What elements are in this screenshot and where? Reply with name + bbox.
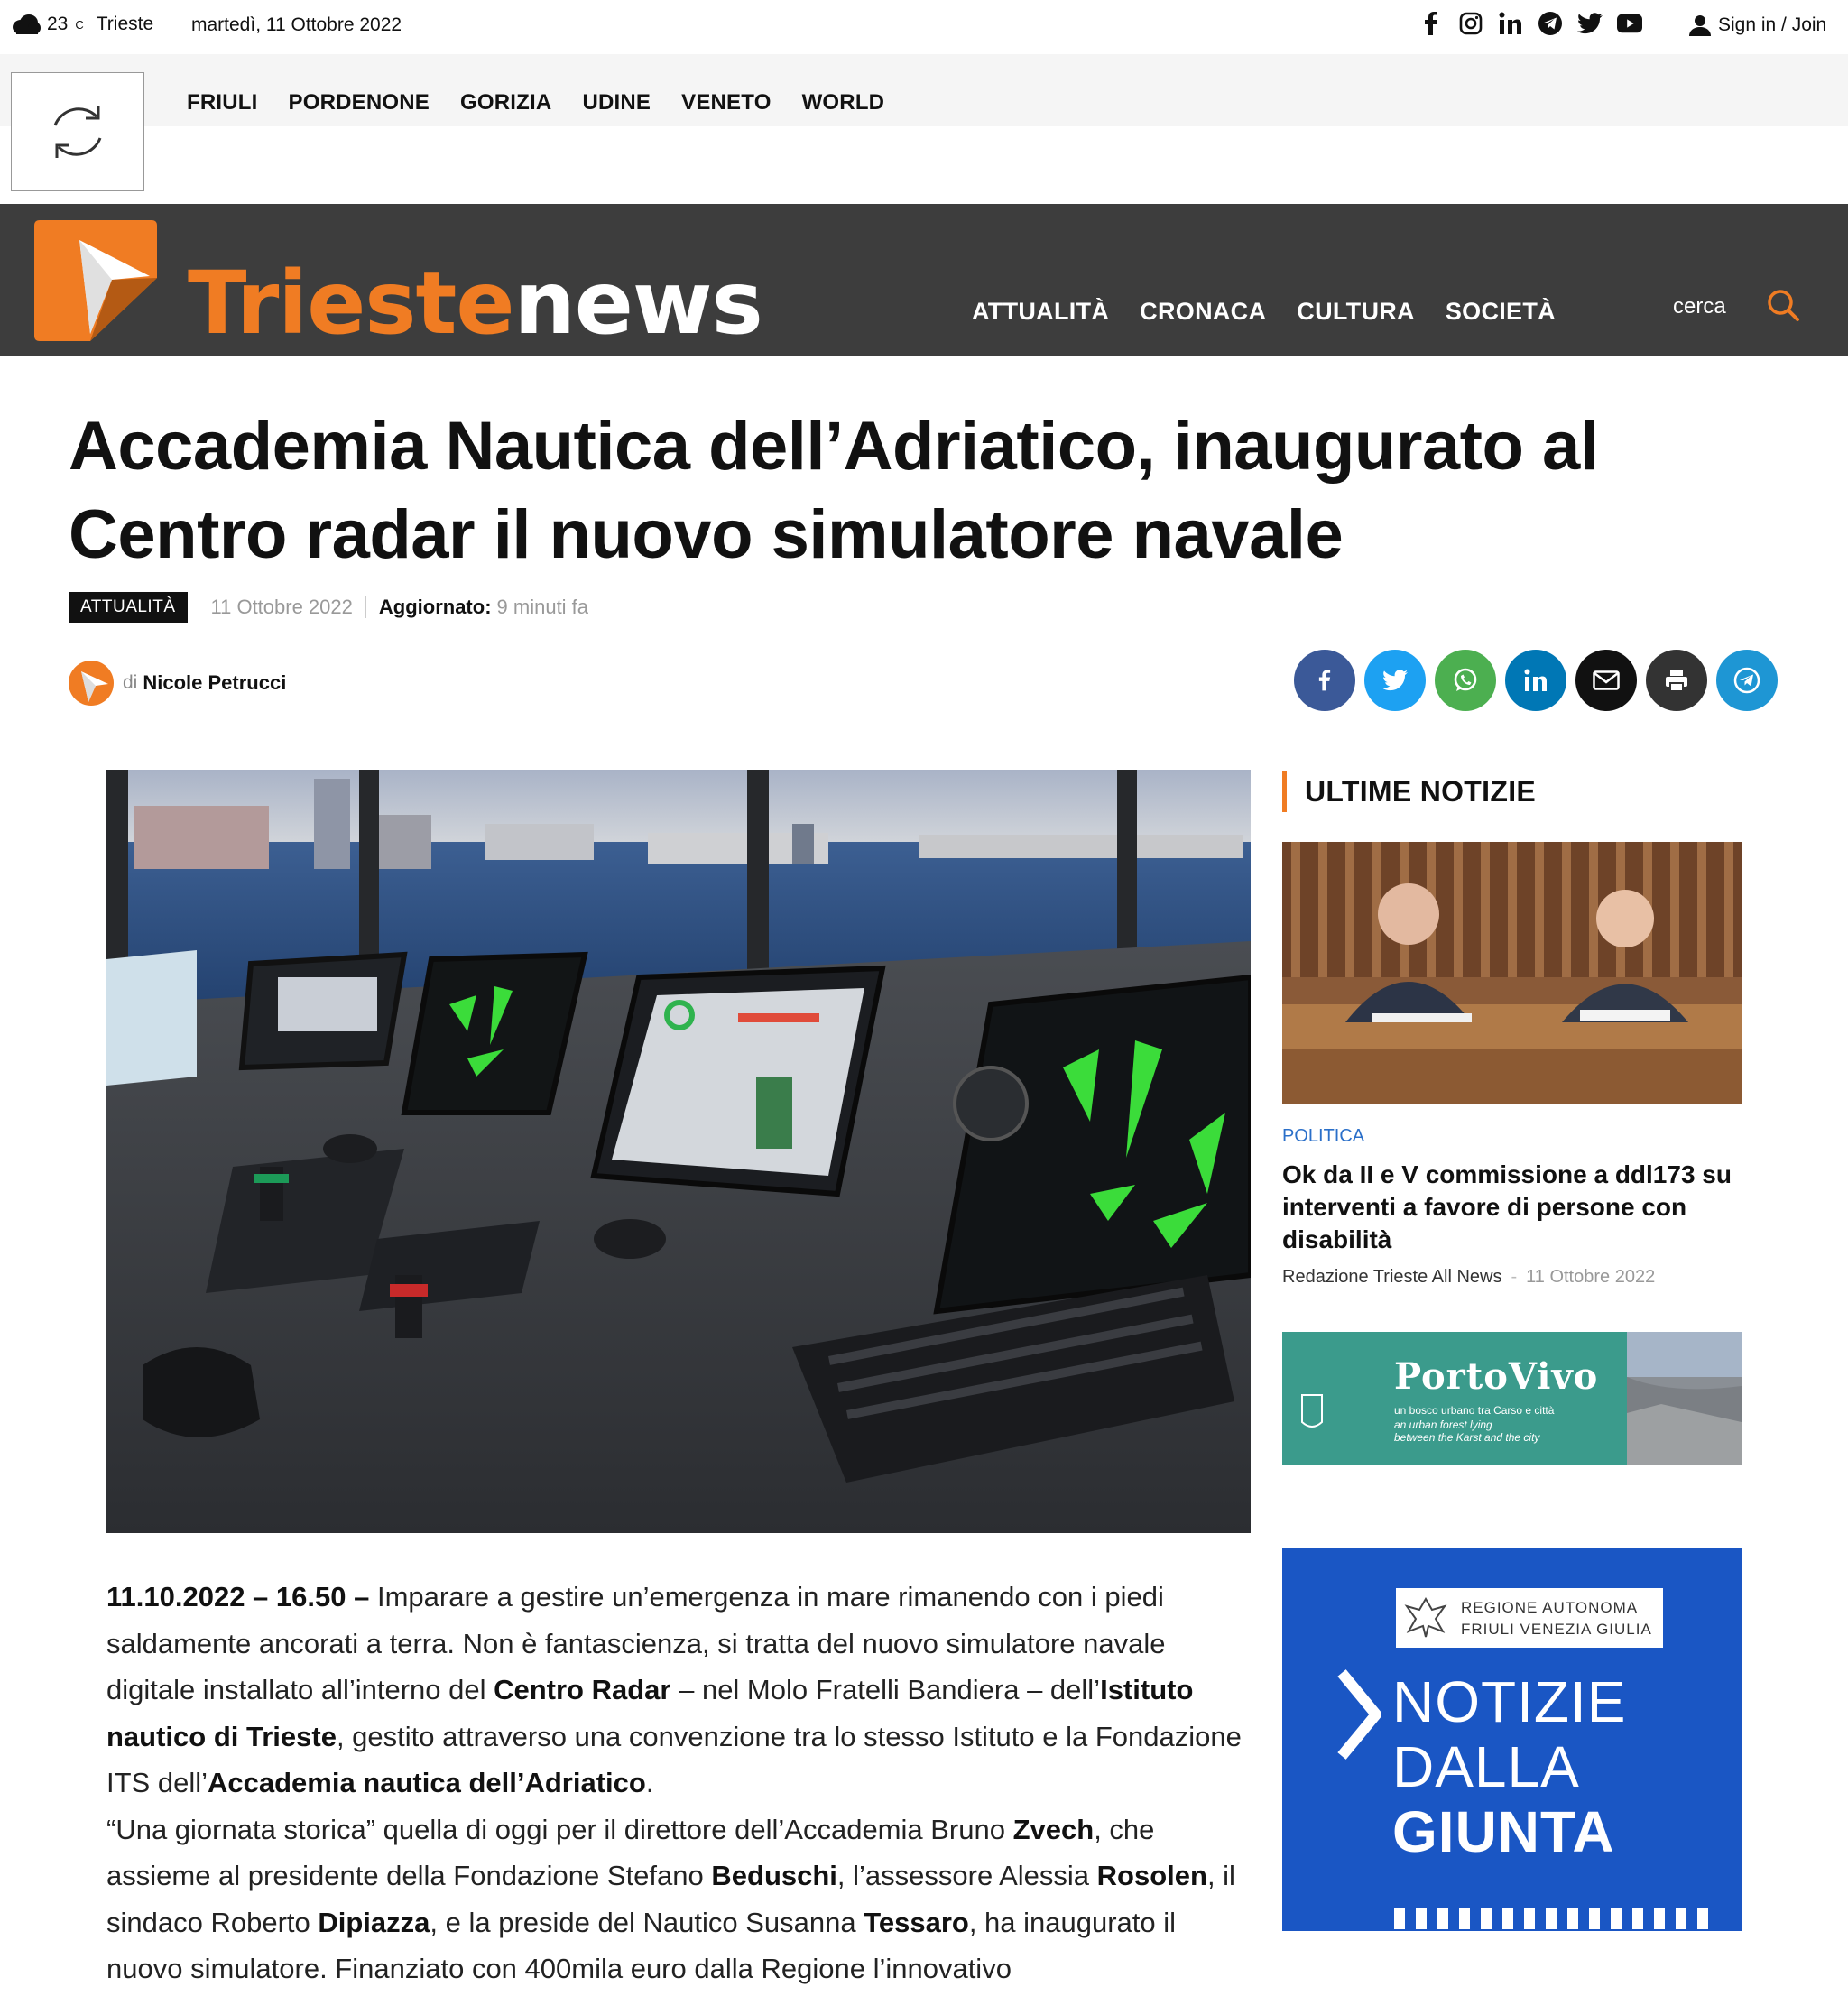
region-pordenone[interactable]: PORDENONE bbox=[288, 90, 430, 115]
logo-part-trieste: Trieste bbox=[188, 253, 514, 354]
avatar[interactable] bbox=[69, 661, 114, 706]
author-name[interactable]: Nicole Petrucci bbox=[143, 671, 287, 694]
p1-text-d: , gestito attraverso una convenzione tra lo stesso Istituto e la Fondazione ITS dell’ bbox=[106, 1720, 1242, 1798]
nav-societa[interactable]: SOCIETÀ bbox=[1445, 298, 1556, 325]
whatsapp-icon bbox=[1452, 667, 1479, 694]
p1-bold-centro-radar: Centro Radar bbox=[494, 1674, 671, 1705]
nav-attualita[interactable]: ATTUALITÀ bbox=[972, 298, 1110, 325]
weather-city: Trieste bbox=[96, 14, 154, 34]
portovivo-title: PortoVivo bbox=[1394, 1355, 1599, 1398]
region-nav bbox=[187, 90, 884, 116]
print-icon bbox=[1664, 668, 1689, 693]
p2-text-e: , il sindaco Roberto bbox=[106, 1860, 1235, 1938]
p2-bold-zvech: Zvech bbox=[1012, 1813, 1095, 1845]
facebook-icon[interactable] bbox=[1418, 11, 1444, 36]
sidebar-news-author[interactable]: Redazione Trieste All News bbox=[1282, 1267, 1502, 1287]
p1-bold-accademia: Accademia nautica dell’Adriatico bbox=[207, 1767, 646, 1798]
logo-wordmark[interactable] bbox=[188, 253, 762, 354]
email-icon bbox=[1593, 670, 1620, 690]
hero-image[interactable] bbox=[106, 770, 1251, 1533]
twitter-share-button[interactable] bbox=[1364, 650, 1426, 711]
region-label-1: REGIONE AUTONOMA bbox=[1461, 1599, 1639, 1616]
article-title: Accademia Nautica dell’Adriatico, inaugurato al Centro radar il nuovo simulatore navale bbox=[69, 408, 1599, 573]
nav-cultura[interactable]: CULTURA bbox=[1297, 298, 1415, 325]
region-world[interactable]: WORLD bbox=[801, 90, 885, 115]
p1-text-c: – nel Molo Fratelli Bandiera – dell’ bbox=[670, 1674, 1101, 1705]
article-date: 11 Ottobre 2022 bbox=[210, 596, 353, 618]
signin-label: Sign in / Join bbox=[1718, 14, 1827, 35]
whatsapp-share-button[interactable] bbox=[1435, 650, 1496, 711]
giunta-line-3: GIUNTA bbox=[1392, 1799, 1615, 1864]
region-friuli[interactable]: FRIULI bbox=[187, 90, 258, 115]
giunta-line-1: NOTIZIE bbox=[1392, 1669, 1627, 1734]
cloud-icon bbox=[11, 13, 42, 36]
portovivo-banner[interactable] bbox=[1282, 1332, 1742, 1465]
search-label[interactable]: cerca bbox=[1673, 294, 1726, 319]
meta-dot: - bbox=[1511, 1267, 1518, 1287]
reload-icon bbox=[42, 97, 113, 167]
lead-timestamp: 11.10.2022 – 16.50 – bbox=[106, 1581, 370, 1613]
giunta-line-2: DALLA bbox=[1392, 1734, 1580, 1799]
p2-bold-tessaro: Tessaro bbox=[864, 1906, 969, 1938]
region-veneto[interactable]: VENETO bbox=[681, 90, 772, 115]
temperature-unit: C bbox=[75, 17, 84, 32]
portovivo-sub-2: an urban forest lying bbox=[1394, 1418, 1492, 1431]
author-byline bbox=[69, 661, 286, 706]
portovivo-sub-1: un bosco urbano tra Carso e città bbox=[1394, 1404, 1555, 1417]
updated-value: 9 minuti fa bbox=[496, 596, 589, 618]
user-icon bbox=[1689, 14, 1711, 36]
email-share-button[interactable] bbox=[1575, 650, 1637, 711]
region-label-box bbox=[1396, 1588, 1663, 1648]
search-icon[interactable] bbox=[1765, 287, 1801, 323]
notizie-giunta-banner[interactable] bbox=[1282, 1548, 1742, 1931]
social-links bbox=[1418, 11, 1642, 36]
twitter-icon bbox=[1382, 670, 1408, 691]
p2-text-c: , che assieme al presidente della Fondazione Stefano bbox=[106, 1813, 1155, 1891]
telegram-icon bbox=[1733, 667, 1760, 694]
logo-part-news: news bbox=[513, 253, 762, 354]
facebook-share-button[interactable] bbox=[1294, 650, 1355, 711]
meta-divider bbox=[365, 596, 366, 618]
p2-text-f: , e la preside del Nautico Susanna bbox=[430, 1906, 864, 1938]
linkedin-share-button[interactable] bbox=[1505, 650, 1566, 711]
p2-bold-dipiazza: Dipiazza bbox=[318, 1906, 430, 1938]
updated-label: Aggiornato: bbox=[378, 596, 492, 618]
sidebar-section-title: ULTIME NOTIZIE bbox=[1282, 771, 1536, 812]
current-date: martedì, 11 Ottobre 2022 bbox=[191, 14, 402, 35]
telegram-share-button[interactable] bbox=[1716, 650, 1778, 711]
paragraph-2 bbox=[106, 1807, 1251, 1992]
chevron-right-icon bbox=[1336, 1669, 1381, 1760]
portovivo-sub-3: between the Karst and the city bbox=[1394, 1431, 1540, 1444]
linkedin-icon[interactable] bbox=[1498, 11, 1523, 36]
top-bar bbox=[0, 0, 1848, 54]
twitter-icon[interactable] bbox=[1577, 11, 1603, 36]
main-nav bbox=[972, 298, 1556, 326]
p1-bold-istituto: Istituto nautico di Trieste bbox=[106, 1674, 1194, 1752]
site-header bbox=[0, 204, 1848, 356]
p2-text-d: , l’assessore Alessia bbox=[836, 1860, 1097, 1891]
article-meta bbox=[69, 592, 588, 623]
sidebar-news-category[interactable]: POLITICA bbox=[1282, 1126, 1365, 1146]
logo-icon[interactable] bbox=[34, 220, 157, 341]
article-body bbox=[106, 1574, 1251, 1992]
region-udine[interactable]: UDINE bbox=[582, 90, 651, 115]
youtube-icon[interactable] bbox=[1617, 11, 1642, 36]
paragraph-1 bbox=[106, 1574, 1251, 1807]
share-bar bbox=[1294, 650, 1778, 711]
author-prefix: di bbox=[123, 672, 138, 693]
p2-text-g: , ha inaugurato il nuovo simulatore. Finanziato con 400mila euro dalla Regione l’innovativo bbox=[106, 1906, 1177, 1984]
region-gorizia[interactable]: GORIZIA bbox=[460, 90, 552, 115]
linkedin-icon bbox=[1524, 669, 1548, 692]
category-badge[interactable]: ATTUALITÀ bbox=[69, 592, 188, 623]
nav-cronaca[interactable]: CRONACA bbox=[1140, 298, 1267, 325]
print-share-button[interactable] bbox=[1646, 650, 1707, 711]
temperature: 23 bbox=[47, 14, 69, 34]
p2-bold-rosolen: Rosolen bbox=[1096, 1860, 1207, 1891]
facebook-icon bbox=[1318, 670, 1331, 691]
eagle-icon bbox=[1403, 1595, 1448, 1640]
sidebar-news-title[interactable]: Ok da II e V commissione a ddl173 su interventi a favore di persone con disabilità bbox=[1282, 1160, 1732, 1253]
telegram-icon[interactable] bbox=[1538, 11, 1563, 36]
sidebar-news-image[interactable] bbox=[1282, 842, 1742, 1104]
weather-widget bbox=[11, 13, 153, 36]
p1-text-e: . bbox=[645, 1767, 654, 1798]
sidebar-news-date: 11 Ottobre 2022 bbox=[1526, 1267, 1656, 1287]
p1-text-a: Imparare a gestire un’emergenza in mare rimanendo con i piedi saldamente ancorati a terra. Non è fantascienza, si tratta del nuovo simulatore navale digitale installato all’interno del bbox=[106, 1581, 1166, 1705]
p2-bold-beduschi: Beduschi bbox=[711, 1860, 837, 1891]
reload-button[interactable] bbox=[11, 72, 144, 191]
region-label-2: FRIULI VENEZIA GIULIA bbox=[1461, 1621, 1652, 1638]
p2-text-a: “Una giornata storica” quella di oggi per il direttore dell’Accademia Bruno bbox=[106, 1813, 1013, 1845]
signin-link[interactable] bbox=[1689, 14, 1826, 36]
secondary-bar bbox=[0, 54, 1848, 204]
banner-stripes bbox=[1394, 1908, 1719, 1929]
instagram-icon[interactable] bbox=[1458, 11, 1483, 36]
sidebar-news-meta bbox=[1282, 1267, 1655, 1288]
